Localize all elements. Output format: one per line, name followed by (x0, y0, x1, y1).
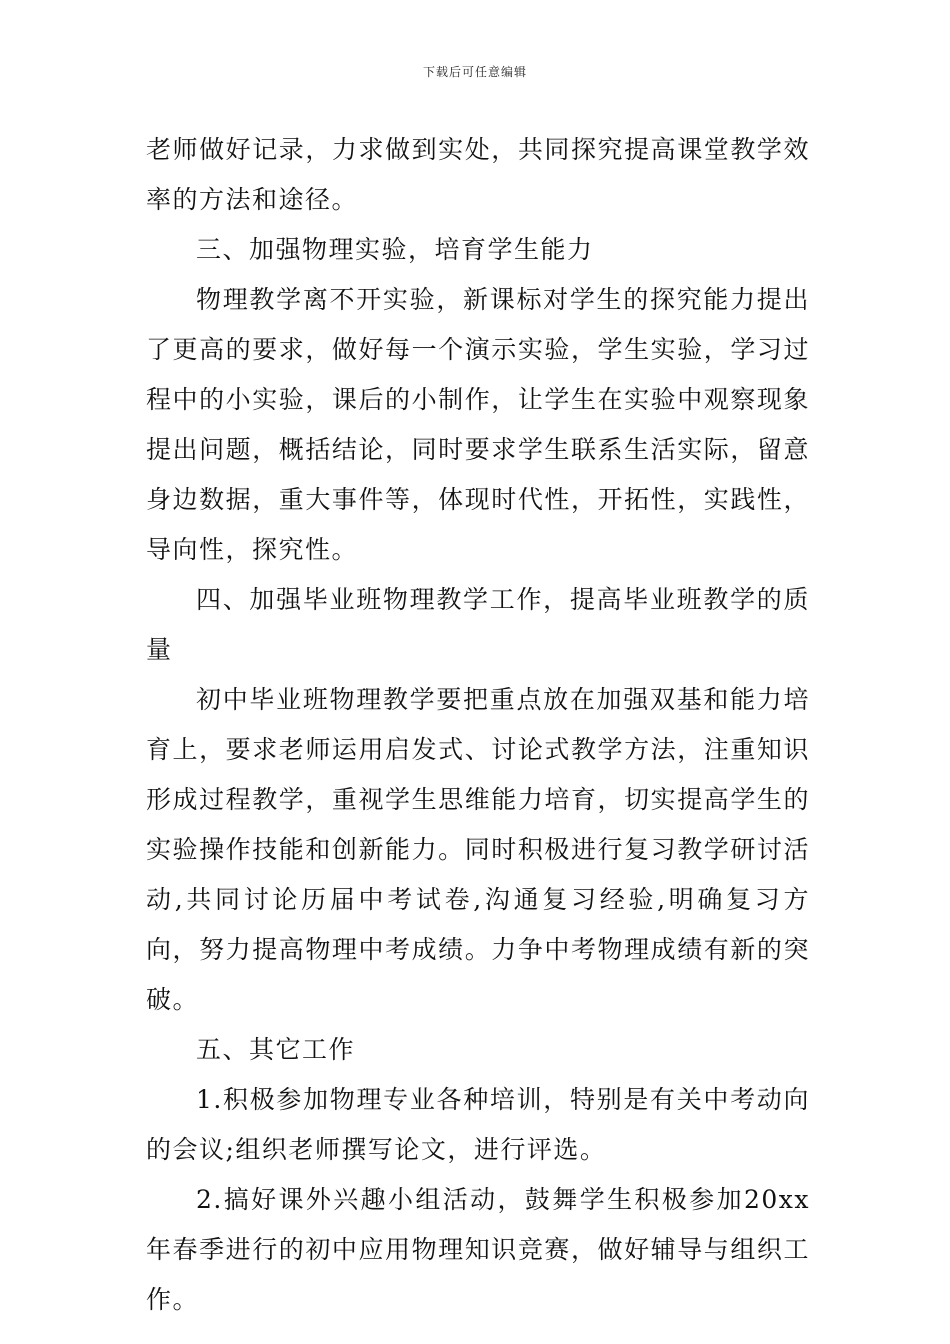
section-heading-4: 四、加强毕业班物理教学工作，提高毕业班教学的质量 (146, 585, 810, 664)
page-header-note: 下载后可任意编辑 (422, 65, 527, 79)
list-item-1: 1.积极参加物理专业各种培训，特别是有关中考动向的会议;组织老师撰写论文，进行评选。 (146, 1085, 810, 1164)
list-item-2: 2.搞好课外兴趣小组活动，鼓舞学生积极参加20xx年春季进行的初中应用物理知识竞赛，做好辅导与组织工作。 (146, 1185, 810, 1314)
paragraph-graduating-class: 初中毕业班物理教学要把重点放在加强双基和能力培育上，要求老师运用启发式、讨论式教学方法，注重知识形成过程教学，重视学生思维能力培育，切实提高学生的实验操作技能和创新能力。同时积极进行复习教学研讨活动,共同讨论历届中考试卷,沟通复习经验,明确复习方向，努力提高物理中考成绩。力争中考物理成绩有新的突破。 (146, 685, 810, 1014)
paragraph-experiment: 物理教学离不开实验，新课标对学生的探究能力提出了更高的要求，做好每一个演示实验，学生实验，学习过程中的小实验，课后的小制作，让学生在实验中观察现象提出问题，概括结论，同时要求学生联系生活实际，留意身边数据，重大事件等，体现时代性，开拓性，实践性，导向性，探究性。 (146, 285, 810, 564)
section-heading-5: 五、其它工作 (196, 1035, 356, 1064)
document-body (146, 125, 810, 1325)
section-heading-3: 三、加强物理实验，培育学生能力 (196, 235, 594, 264)
paragraph-continuation: 老师做好记录，力求做到实处，共同探究提高课堂教学效率的方法和途径。 (146, 135, 810, 214)
